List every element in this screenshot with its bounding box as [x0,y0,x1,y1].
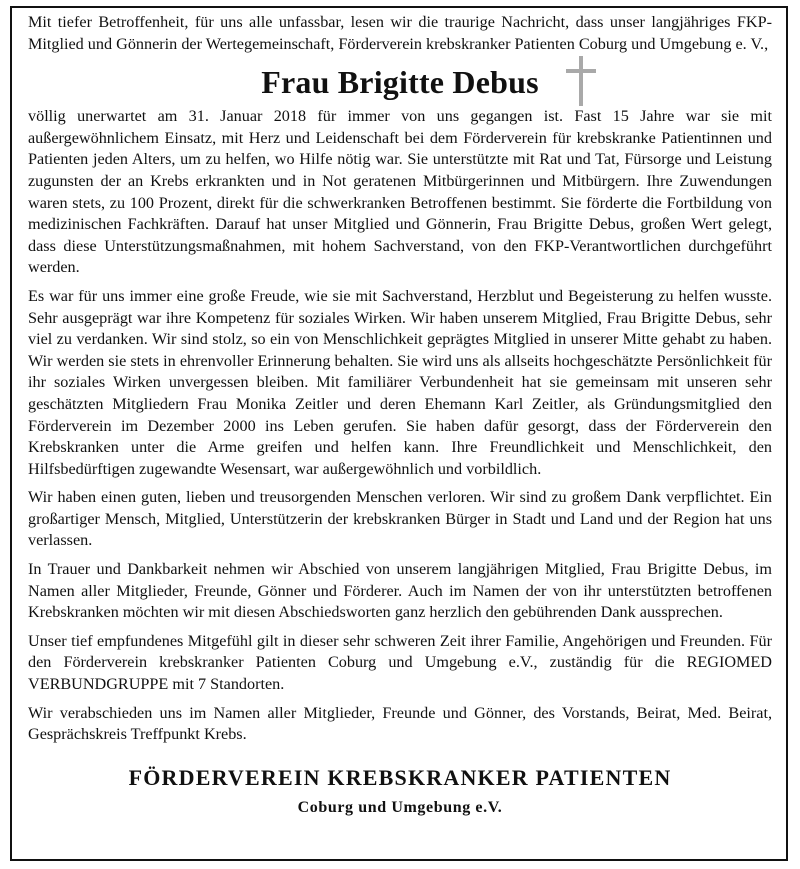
body-paragraph-6: Wir verabschieden uns im Namen aller Mitglieder, Freunde und Gönner, des Vorstands, Beirat, Med. Beirat, Gesprächskreis Treffpunkt Krebs. [28,703,772,744]
deceased-name: Frau Brigitte Debus [261,64,539,101]
body-paragraph-2: Es war für uns immer eine große Freude, wie sie mit Sachverstand, Herzblut und Begeisterung zu helfen wusste. Sehr ausgeprägt war ihre Kompetenz für soziales Wirken. Wir haben unserem Mitglied, Frau Brigitte Debus, sehr viel zu verdanken. Wir sind stolz, so ein von Menschlichkeit geprägtes Mitglied in unserer Mitte gehabt zu haben. Wir werden sie stets in ehrenvoller Erinnerung behalten. Sie wird uns als allseits hochgeschätzte Persönlichkeit für ihr soziales Wirken unvergessen bleiben. Mit familiärer Verbundenheit hat sie gemeinsam mit unseren sehr geschätzten Mitgliedern Frau Monika Zeitler und deren Ehemann Karl Zeitler, als Gründungsmitglied den Förderverein im Dezember 2000 ins Leben gerufen. Sie haben dafür gesorgt, dass der Förderverein den Krebskranken unter die Arme greifen und helfen kann. Ihre Freundlichkeit und Menschlichkeit, den Hilfsbedürftigen zugewandte Wesensart, war außergewöhnlich und vorbildlich. [28,286,772,478]
body-paragraph-5: Unser tief empfundenes Mitgefühl gilt in dieser sehr schweren Zeit ihrer Familie, Angehörigen und Freunden. Für den Förderverein krebskranker Patienten Coburg und Umgebung e.V., zuständig für die REGIOMED VERBUNDGRUPPE mit 7 Standorten. [28,631,772,694]
cross-icon [566,56,596,106]
body-paragraph-4: In Trauer und Dankbarkeit nehmen wir Abschied von unserem langjährigen Mitglied, Frau Brigitte Debus, im Namen aller Mitglieder, Freunde, Gönner und Förderer. Auch im Namen der von ihr unterstützten betroffenen Krebskranken möchten wir mit diesen Abschiedsworten ganz herzlich den gebührenden Dank aussprechen. [28,560,772,622]
organization-location: Coburg und Umgebung e.V. [297,798,503,816]
body-paragraph-3: Wir haben einen guten, lieben und treusorgenden Menschen verloren. Wir sind zu großem Dank verpflichtet. Ein großartiger Mensch, Mitglied, Unterstützerin der krebskranken Bürger in Stadt und Land und der Region hat uns verlassen. [28,488,772,550]
obituary-content [28,12,772,820]
organization-name: FÖRDERVEREIN KREBSKRANKER PATIENTEN [128,764,672,790]
signature-block [28,764,772,820]
name-row [28,62,772,106]
intro-paragraph: Mit tiefer Betroffenheit, für uns alle unfassbar, lesen wir die traurige Nachricht, dass unser langjähriges FKP-Mitglied und Gönnerin der Wertegemeinschaft, Förderverein krebskranker Patienten Coburg und Umgebung e. V., [28,13,772,53]
body-paragraph-1: völlig unerwartet am 31. Januar 2018 für immer von uns gegangen ist. Fast 15 Jahre war sie mit außergewöhnlichem Einsatz, mit Herz und Leidenschaft bei dem Förderverein für krebskranke Patientinnen und Patienten jeden Alters, um zu helfen, wo Hilfe nötig war. Sie unterstützte mit Rat und Tat, Fürsorge und Leistung zugunsten der an Krebs erkrankten und in Not geratenen Mitbürgerinnen und Mitbürgern. Ihre Zuwendungen waren stets, zu 100 Prozent, direkt für die schwerkranken Betroffenen bestimmt. Sie förderte die Fortbildung von medizinischen Fachkräften. Darauf hat unser Mitglied und Gönnerin, Frau Brigitte Debus, großen Wert gelegt, dass diese Unterstützungsmaßnahmen, mit hohem Sachverstand, von den FKP-Verantwortlichen durchgeführt werden. [28,107,772,277]
